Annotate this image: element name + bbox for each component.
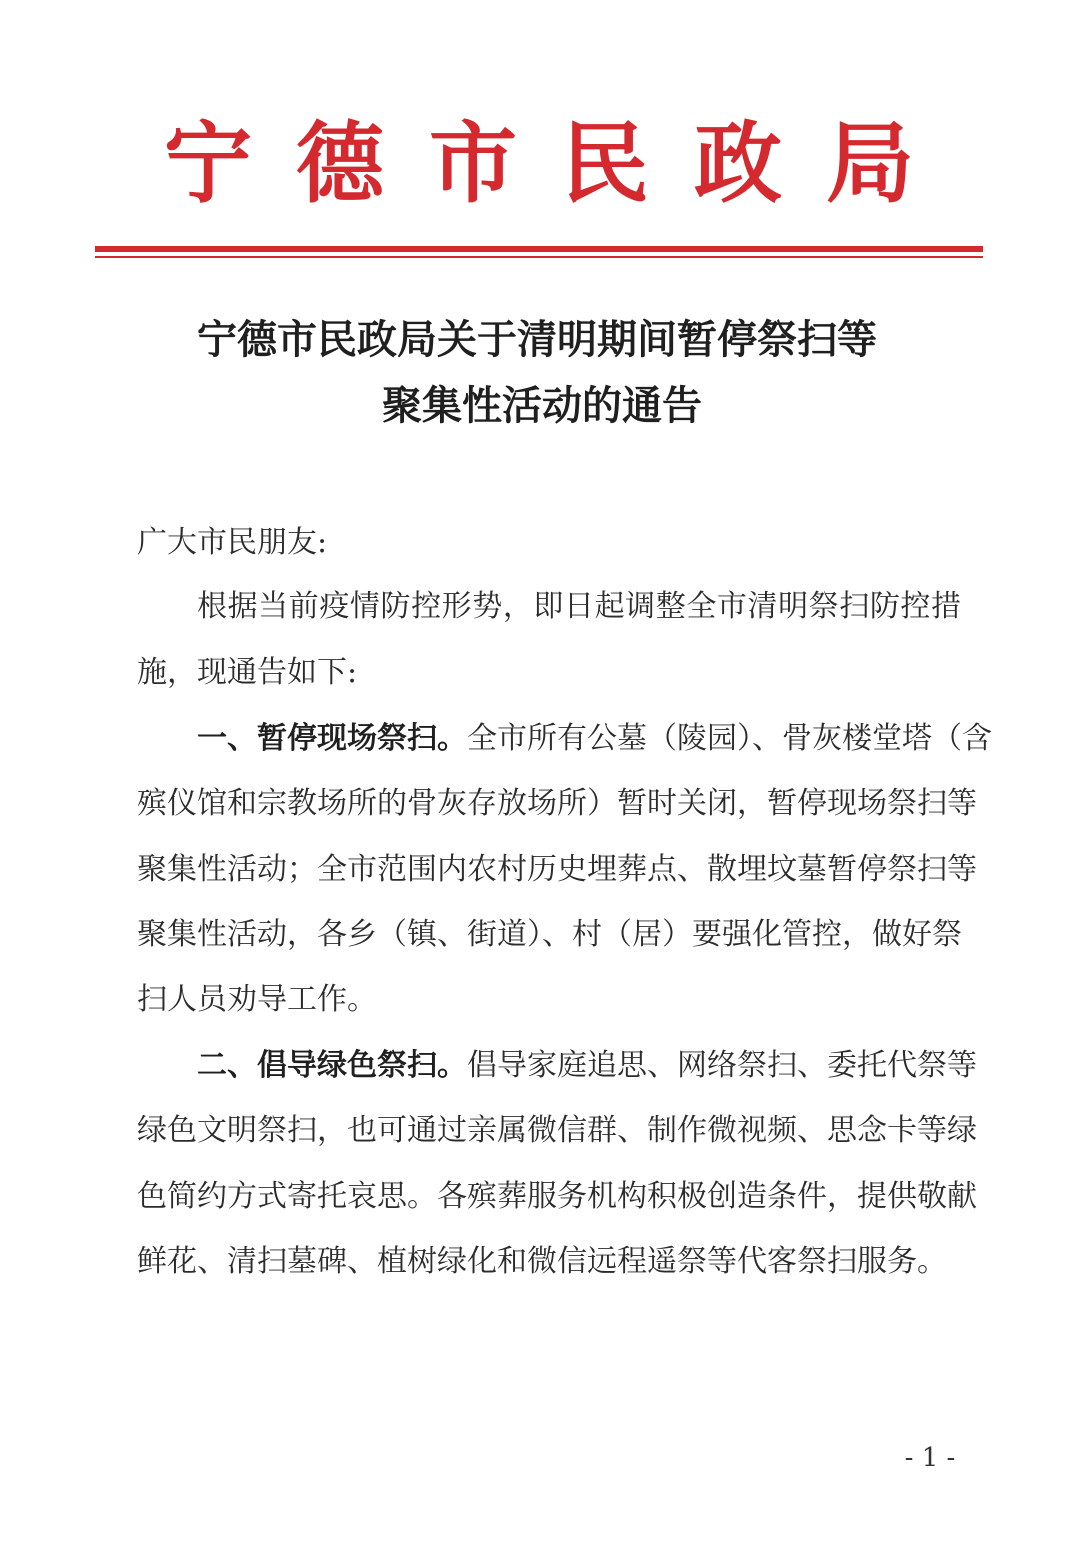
document-title-line-1: 宁德市民政局关于清明期间暂停祭扫等 [197,316,877,363]
section-2-heading: 二、倡导绿色祭扫。 [197,1048,467,1083]
letterhead-char: 政 [693,111,782,215]
letterhead-divider-thick [95,246,983,252]
section-2-line-1 [197,1046,977,1086]
section-2-line-3: 色简约方式寄托哀思。各殡葬服务机构积极创造条件，提供敬献 [137,1179,977,1214]
letterhead-char: 局 [825,111,914,215]
section-1-line-3: 聚集性活动；全市范围内农村历史埋葬点、散埋坟墓暂停祭扫等 [137,852,977,887]
letterhead-char: 德 [295,111,384,215]
letterhead [0,108,1080,218]
section-1-heading: 一、暂停现场祭扫。 [197,721,467,756]
document-title-line-2: 聚集性活动的通告 [382,382,702,429]
section-2-line-2: 绿色文明祭扫，也可通过亲属微信群、制作微视频、思念卡等绿 [137,1113,977,1148]
letterhead-char: 市 [428,111,517,215]
section-1-line-5: 扫人员劝导工作。 [137,982,377,1017]
section-1-line-2: 殡仪馆和宗教场所的骨灰存放场所）暂时关闭，暂停现场祭扫等 [137,786,977,821]
section-1-line-1-text: 全市所有公墓（陵园）、骨灰楼堂塔（含 [467,721,992,756]
section-2-line-4: 鲜花、清扫墓碑、植树绿化和微信远程遥祭等代客祭扫服务。 [137,1244,947,1279]
section-2-line-1-text: 倡导家庭追思、网络祭扫、委托代祭等 [467,1048,977,1083]
letterhead-char: 民 [560,111,649,215]
page-number: - 1 - [904,1443,956,1473]
section-1-line-1 [197,719,992,759]
letterhead-char: 宁 [163,111,252,215]
letterhead-divider-thin [95,256,983,258]
intro-line-2: 施，现通告如下: [137,655,358,690]
section-1-line-4: 聚集性活动，各乡（镇、街道）、村（居）要强化管控，做好祭 [137,917,962,952]
salutation: 广大市民朋友: [137,525,328,560]
intro-line-1: 根据当前疫情防控形势，即日起调整全市清明祭扫防控措 [197,589,961,624]
